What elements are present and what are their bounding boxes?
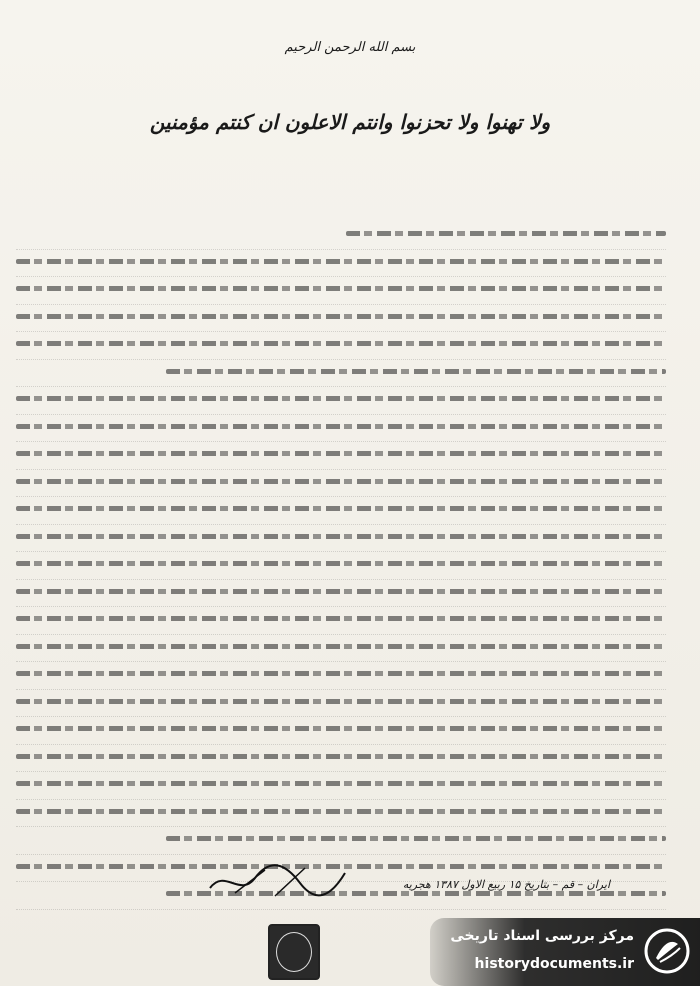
basmala: بسم الله الرحمن الرحیم xyxy=(284,40,416,55)
text-line xyxy=(16,470,666,498)
archive-watermark xyxy=(430,918,700,986)
text-line xyxy=(16,772,666,800)
text-line xyxy=(16,717,666,745)
book-leaf-icon xyxy=(644,928,690,974)
watermark-title: مرکز بررسی اسناد تاریخی xyxy=(450,928,634,944)
text-line xyxy=(16,690,666,718)
text-line xyxy=(16,662,666,690)
document-heading: ولا تهنوا ولا تحزنوا وانتم الاعلون ان کنتم مؤمنین xyxy=(149,110,551,134)
text-line xyxy=(16,415,666,443)
text-line xyxy=(16,607,666,635)
text-line xyxy=(16,497,666,525)
text-line xyxy=(16,332,666,360)
text-line xyxy=(16,800,666,828)
seal-stamp xyxy=(268,924,320,980)
watermark-url: historydocuments.ir xyxy=(474,956,634,972)
text-line xyxy=(16,552,666,580)
text-line xyxy=(16,745,666,773)
text-line xyxy=(16,635,666,663)
closing-date: ایران – قم – بتاریخ ۱۵ ربیع الاول ۱۳۸۷ هجریه xyxy=(402,878,610,891)
text-line xyxy=(16,305,666,333)
text-line xyxy=(16,250,666,278)
text-line xyxy=(16,222,666,250)
handwritten-body xyxy=(16,222,666,917)
text-line xyxy=(16,277,666,305)
text-line xyxy=(16,525,666,553)
text-line xyxy=(16,442,666,470)
text-line xyxy=(16,360,666,388)
text-line xyxy=(16,387,666,415)
text-line xyxy=(16,827,666,855)
text-line xyxy=(16,580,666,608)
